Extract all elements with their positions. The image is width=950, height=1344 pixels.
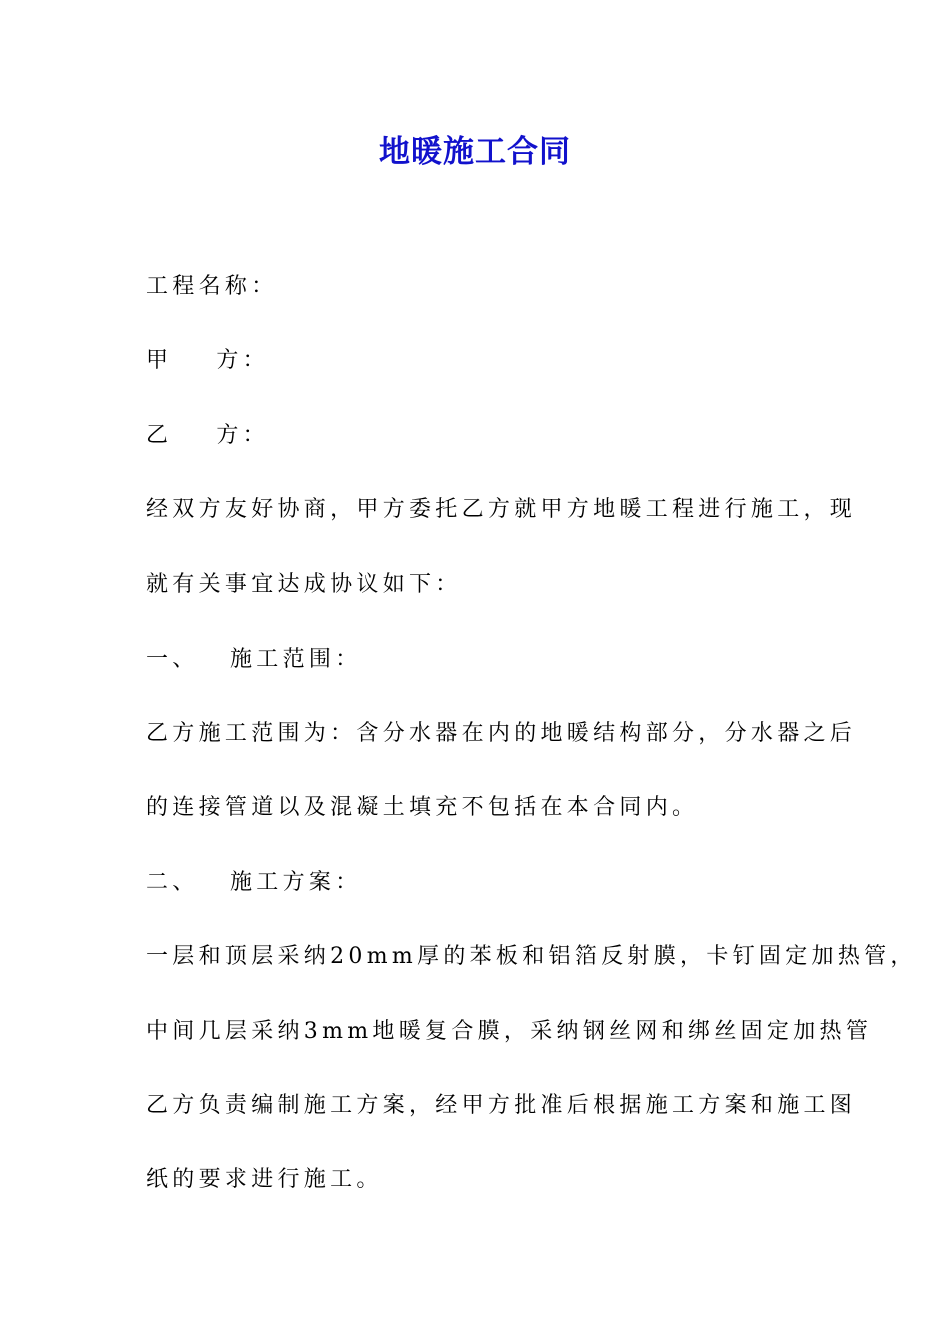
section-text-line: 一层和顶层采纳20mm厚的苯板和铝箔反射膜，卡钉固定加热管， (146, 944, 917, 969)
party-b-label (146, 421, 269, 451)
document-title: 地暖施工合同 (379, 134, 571, 170)
section-title: 施工范围： (230, 647, 362, 672)
section-number: 二、 (146, 870, 199, 895)
section-number: 一、 (146, 647, 199, 672)
section-text-line: 的连接管道以及混凝土填充不包括在本合同内。 (146, 795, 699, 820)
section-text-line: 中间几层采纳3mm地暖复合膜，采纳钢丝网和绑丝固定加热管 (146, 1019, 873, 1044)
intro-line: 就有关事宜达成协议如下： (146, 572, 462, 597)
project-name-label: 工程名称： (146, 274, 278, 299)
intro-line: 经双方友好协商，甲方委托乙方就甲方地暖工程进行施工，现 (146, 497, 857, 522)
section-heading (146, 868, 362, 898)
party-a-label (146, 346, 269, 376)
section-text-line: 纸的要求进行施工。 (146, 1167, 383, 1192)
section-title: 施工方案： (230, 870, 362, 895)
section-text-line: 乙方施工范围为：含分水器在内的地暖结构部分，分水器之后 (146, 721, 857, 746)
party-a-suffix: 方： (216, 348, 269, 373)
party-b-suffix: 方： (216, 423, 269, 448)
section-heading (146, 645, 362, 675)
party-a-char: 甲 (146, 348, 173, 373)
party-b-char: 乙 (146, 423, 173, 448)
section-text-line: 乙方负责编制施工方案，经甲方批准后根据施工方案和施工图 (146, 1093, 857, 1118)
